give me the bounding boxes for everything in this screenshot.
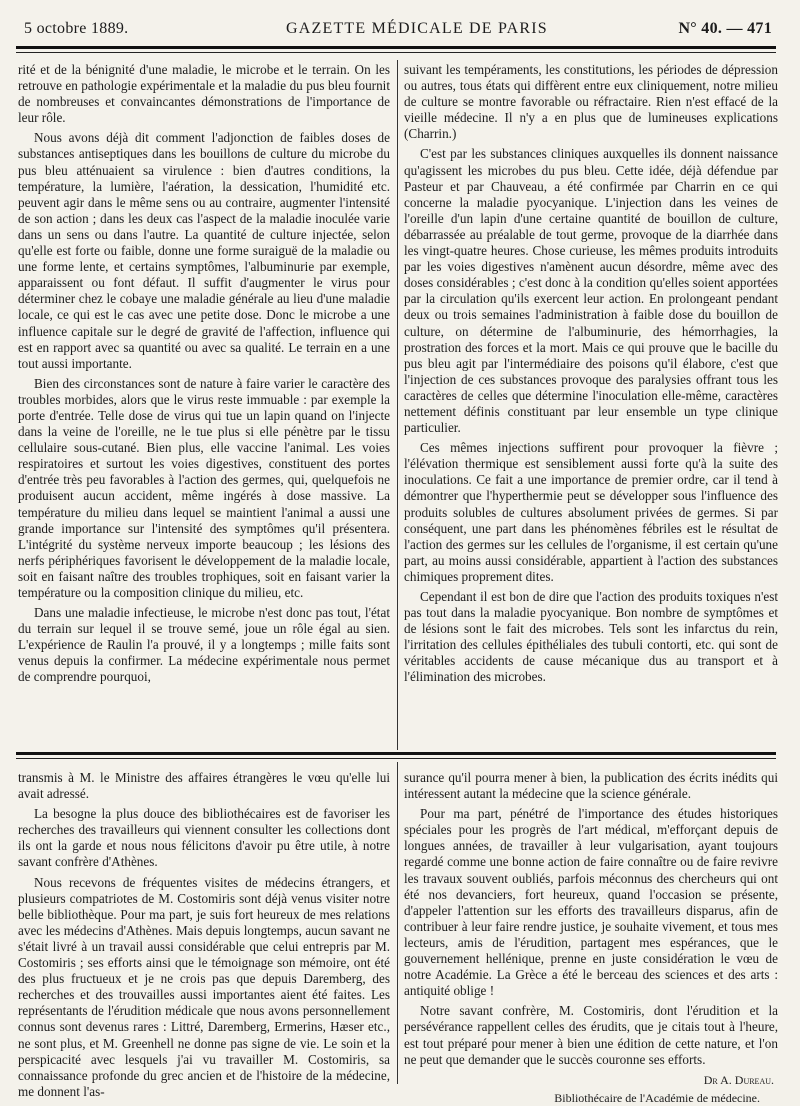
paragraph: La besogne la plus douce des bibliothécaires est de favoriser les recherches des travailleurs qui viennent consulter les collections dont ils ont la garde et nous nous félicitons d'avoir pu être utile, à notre savant confrère d'Athènes. [18, 806, 390, 870]
article-column-lower-left [18, 770, 390, 1099]
paragraph: surance qu'il pourra mener à bien, la publication des écrits inédits qui intéressent autant la médecine que la science générale. [404, 770, 778, 802]
paragraph: Ces mêmes injections suffirent pour provoquer la fièvre ; l'élévation thermique est sensiblement aussi forte qu'à la suite des inoculations. Ce fait a une importance de premier ordre, car il tend à démontrer que l'hyperthermie peut se développer sous l'influence des produits solubles de cultures absolument privées de germes. Si par conséquent, une part dans les phénomènes fébriles est le résultat de l'action des germes sur les cellules de l'organisme, il est certain qu'une part, au moins aussi considérable, appartient à l'action des substances chimiques proprement dites. [404, 440, 778, 584]
article-column-lower-right [404, 770, 778, 1105]
article-column-upper-right [404, 62, 778, 750]
signature-author: Dr A. Dureau. [703, 1072, 774, 1087]
column-divider-upper [397, 60, 398, 750]
page-header [18, 18, 778, 44]
paragraph: Nous avons déjà dit comment l'adjonction de faibles doses de substances antiseptiques dans les bouillons de culture du microbe du pus bleu atténuaient sa virulence : bien d'autres conditions, la température, la lumière, l'aération, la dessication, l'humidité etc. peuvent agir dans le même sens ou au contraire, augmenter l'intensité de son action ; dans les deux cas l'aspect de la maladie inoculée varie dans un sens ou dans l'autre. La quantité de culture injectée, selon qu'elle est forte ou faible, donne une forme suraiguë de la maladie ou une forme lente, et certains symptômes, l'albuminurie par exemple, apparaissent ou font défaut. Il suffit d'augmenter le virus pour déterminer chez le cobaye une maladie générale au lieu d'une maladie locale, ce qui est le cas avec une petite dose. Donc le microbe a une influence capitale sur le degré de gravité de l'affection, influence qui est en rapport avec sa quantité ou avec sa qualité. Le terrain en a une tout aussi importante. [18, 130, 390, 371]
section-rule-thin [16, 758, 776, 759]
header-rule-thick [16, 46, 776, 49]
paragraph: Bien des circonstances sont de nature à faire varier le caractère des troubles morbides, alors que le virus reste immuable : par exemple la porte d'entrée. Telle dose de virus qui tue un lapin quand on l'injecte dans la veine de l'oreille, ne le tue plus si elle pénètre par le tissu cellulaire sous-cutané. Bien plus, elle vaccine l'animal. Les voies respiratoires et surtout les voies digestives, constituent des portes d'entrée très peu favorables à l'action des germes, qui, quelquefois ne produisent aucun accident, même ingérés à dose massive. La température du milieu dans lequel se maintient l'animal a aussi une grande importance sur l'intensité des symptômes qu'il présentera. L'intégrité du système nerveux importe beaucoup ; les lésions des nerfs périphériques favorisent le développement de la maladie locale, soit en faisant naître des troubles trophiques, soit en faisant varier la température ou la composition clinique du milieu, etc. [18, 375, 390, 600]
section-rule-thick [16, 752, 776, 755]
signature-block [404, 1072, 778, 1106]
paragraph: Notre savant confrère, M. Costomiris, dont l'érudition et la persévérance rappellent celles des érudits, que je citais tout à l'heure, est tout préparé pour mener à bien une édition de cette nature, et l'on ne peut que demander que le succès couronne ses efforts. [404, 1003, 778, 1067]
signature-title: Bibliothécaire de l'Académie de médecine. [554, 1090, 760, 1105]
paragraph: rité et de la bénignité d'une maladie, le microbe et le terrain. On les retrouve en pathologie expérimentale et la maladie du pus bleu fournit de nombreuses et convaincantes démonstrations de l'importance de leur rôle. [18, 62, 390, 126]
article-column-upper-left [18, 62, 390, 750]
column-divider-lower [397, 762, 398, 1084]
header-rule-thin [16, 52, 776, 53]
paragraph: Nous recevons de fréquentes visites de médecins étrangers, et plusieurs compatriotes de M. Costomiris sont déjà venus visiter notre belle bibliothèque. Pour ma part, je suis fort heureux de mes relations avec les médecins d'Athènes. Mais depuis longtemps, aucun savant ne s'était livré à un travail aussi considérable que celui entrepris par M. Costomiris ; ses efforts ainsi que le témoignage son mémoire, ont été des plus fructueux et je ne crois pas que depuis Daremberg, des recherches et des trouvailles aussi importantes aient été faites. Les représentants de l'érudition médicale que nous avons personnellement connus sont devenus rares : Littré, Daremberg, Ermerins, Hæser etc., ne sont plus, et M. Greenhell ne donne pas signe de vie. Le soin et la perspicacité avec lesquels j'ai vu travailler M. Costomiris, sa connaissance profonde du grec ancien et de l'histoire de la médecine, me donnent l'as- [18, 874, 390, 1099]
paragraph: transmis à M. le Ministre des affaires étrangères le vœu qu'elle lui avait adressé. [18, 770, 390, 802]
paragraph: C'est par les substances cliniques auxquelles ils donnent naissance qu'agissent les microbes du pus bleu. Cette idée, déjà défendue par Pasteur et par Chauveau, a été confirmée par Charrin en ce qui concerne la maladie pyocyanique. L'injection dans les veines de l'oreille d'un lapin d'une certaine quantité de bouillon de culture, débarrassée au préalable de tout germe, provoque de la diarrhée dans les vingt-quatre heures. Chose curieuse, les mêmes produits introduits par les voies digestives n'amènent aucun désordre, même avec des doses considérables ; c'est donc à la condition qu'elles soient apportées par la circulation qu'ils exercent leur action. En prolongeant pendant deux ou trois semaines l'administration à faible dose du bouillon de culture, on détermine de l'albuminurie, des hémorrhagies, la prostration des forces et la mort. Mais ce qui prouve que le bacille du pus bleu agit par l'intermédiaire des poisons qu'il élabore, c'est que l'injection de ces substances provoque des paralysies offrant tous les caractères de celles que détermine l'inoculation elle-même, caractères nettement définis constituant par leur ensemble un type clinique particulier. [404, 146, 778, 436]
paragraph: suivant les tempéraments, les constitutions, les périodes de dépression ou autres, tous états qui diffèrent entre eux cliniquement, notre milieu de culture se montre favorable ou réfractaire. Rien n'est effacé de la vieille médecine. Il n'y a en plus que de lumineuses explications (Charrin.) [404, 62, 778, 142]
paragraph: Cependant il est bon de dire que l'action des produits toxiques n'est pas tout dans la maladie pyocyanique. Bon nombre de symptômes et de lésions sont le fait des microbes. Tels sont les infarctus du rein, l'irritation des cellules épithéliales des tubuli contorti, etc. qui sont de véritables accidents de cause mécanique dus au transport et à l'élimination des microbes. [404, 589, 778, 685]
paragraph: Pour ma part, pénétré de l'importance des études historiques spéciales pour les progrès de l'art médical, m'efforçant depuis de longues années, de travailler à leur vulgarisation, ayant toujours regardé comme une bonne action de faire connaître ou de faire revivre les travaux souvent oubliés, parfois méconnus des chercheurs qui ont été nos devanciers, fort heureux, quand l'occasion se présente, d'appeler l'attention sur les efforts des travailleurs disparus, afin de contribuer à leur faire rendre justice, je souhaite vivement, et tous mes lecteurs, amis de l'érudition, partagent mes espérances, que le gouvernement hellénique, prenne en juste considération le vœu de notre Académie. La Grèce a été le berceau des sciences et des arts : antiquité oblige ! [404, 806, 778, 999]
paragraph: Dans une maladie infectieuse, le microbe n'est donc pas tout, l'état du terrain sur lequel il se trouve semé, joue un rôle égal au sien. L'expérience de Raulin l'a prouvé, il y a longtemps ; mille faits sont venus depuis la confirmer. La médecine expérimentale nous permet de comprendre pourquoi, [18, 605, 390, 685]
issue-page-number: N° 40. — 471 [678, 20, 772, 37]
journal-title: GAZETTE MÉDICALE DE PARIS [286, 20, 548, 37]
issue-date: 5 octobre 1889. [24, 20, 129, 37]
